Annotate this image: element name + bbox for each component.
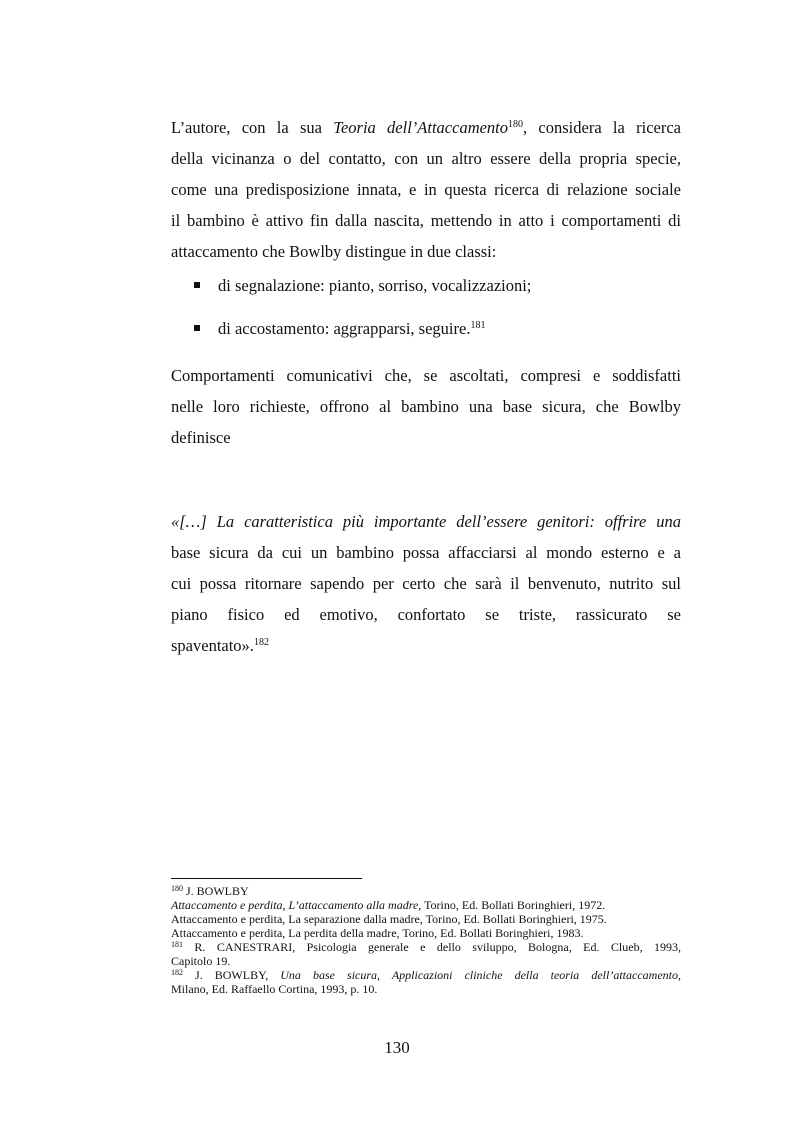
footnotes (171, 884, 681, 996)
para2-line3: definisce (171, 428, 231, 447)
page-number: 130 (384, 1038, 410, 1057)
square-bullet-icon (194, 282, 200, 288)
quote-line3: cui possa ritornare sapendo per certo che sarà il benvenuto, nutrito sul (171, 574, 681, 593)
footnote-180-line2: Attaccamento e perdita, L’attaccamento alla madre, Torino, Ed. Bollati Boringhieri, 1972. (171, 898, 606, 912)
paragraph-communicative-behaviors (171, 360, 681, 453)
square-bullet-icon (194, 325, 200, 331)
footnote-ref-182[interactable]: 182 (253, 637, 269, 648)
footnote-180-line3: Attaccamento e perdita, La separazione dalla madre, Torino, Ed. Bollati Boringhieri, 1975. (171, 912, 607, 926)
book-title: Teoria dell’Attaccamento (333, 118, 509, 137)
footnote-ref-181[interactable]: 181 (470, 320, 486, 331)
para1-line3: come una predisposizione innata, e in questa ricerca di relazione sociale (171, 180, 681, 199)
para1-line2: della vicinanza o del contatto, con un altro essere della propria specie, (171, 149, 681, 168)
quote-line2: base sicura da cui un bambino possa affacciarsi al mondo esterno e a (171, 543, 681, 562)
quote-line1: «[…] La caratteristica più importante dell’essere genitori: offrire una (171, 512, 681, 531)
footnote-180-line1: $^{180}$ J. BOWLBY (171, 884, 249, 898)
bullet-item-signaling: di segnalazione: pianto, sorriso, vocalizzazioni; (194, 275, 531, 297)
block-quote (171, 506, 681, 661)
footnote-separator (171, 878, 362, 879)
bullet-item-approach: di accostamento: aggrapparsi, seguire.$^{181}$ (194, 318, 485, 340)
para1-line4: il bambino è attivo fin dalla nascita, mettendo in atto i comportamenti di (171, 211, 681, 230)
footnote-182-line1: $^{182}$ J. BOWLBY, Una base sicura, Applicazioni cliniche della teoria dell’attaccamento, (171, 968, 681, 982)
para2-line1: Comportamenti comunicativi che, se ascoltati, compresi e soddisfatti (171, 366, 681, 385)
footnote-182-line2: Milano, Ed. Raffaello Cortina, 1993, p. 10. (171, 982, 378, 996)
para2-line2: nelle loro richieste, offrono al bambino una base sicura, che Bowlby (171, 397, 681, 416)
footnote-181-line2: Capitolo 19. (171, 954, 231, 968)
footnote-181-line1: $^{181}$ R. CANESTRARI, Psicologia generale e dello sviluppo, Bologna, Ed. Clueb, 1993, (171, 940, 681, 954)
para1-line1: L’autore, con la sua Teoria dell’Attaccamento$^{180}$, considera la ricerca (171, 118, 681, 137)
paragraph-attachment-theory (171, 112, 681, 267)
quote-line4: piano fisico ed emotivo, confortato se triste, rassicurato se (171, 605, 681, 624)
footnote-180-line4: Attaccamento e perdita, La perdita della madre, Torino, Ed. Bollati Boringhieri, 1983. (171, 926, 584, 940)
quote-line5: spaventato».$^{182}$ (171, 636, 269, 655)
para1-line5: attaccamento che Bowlby distingue in due classi: (171, 242, 497, 261)
footnote-ref-180[interactable]: 180 (508, 119, 524, 130)
